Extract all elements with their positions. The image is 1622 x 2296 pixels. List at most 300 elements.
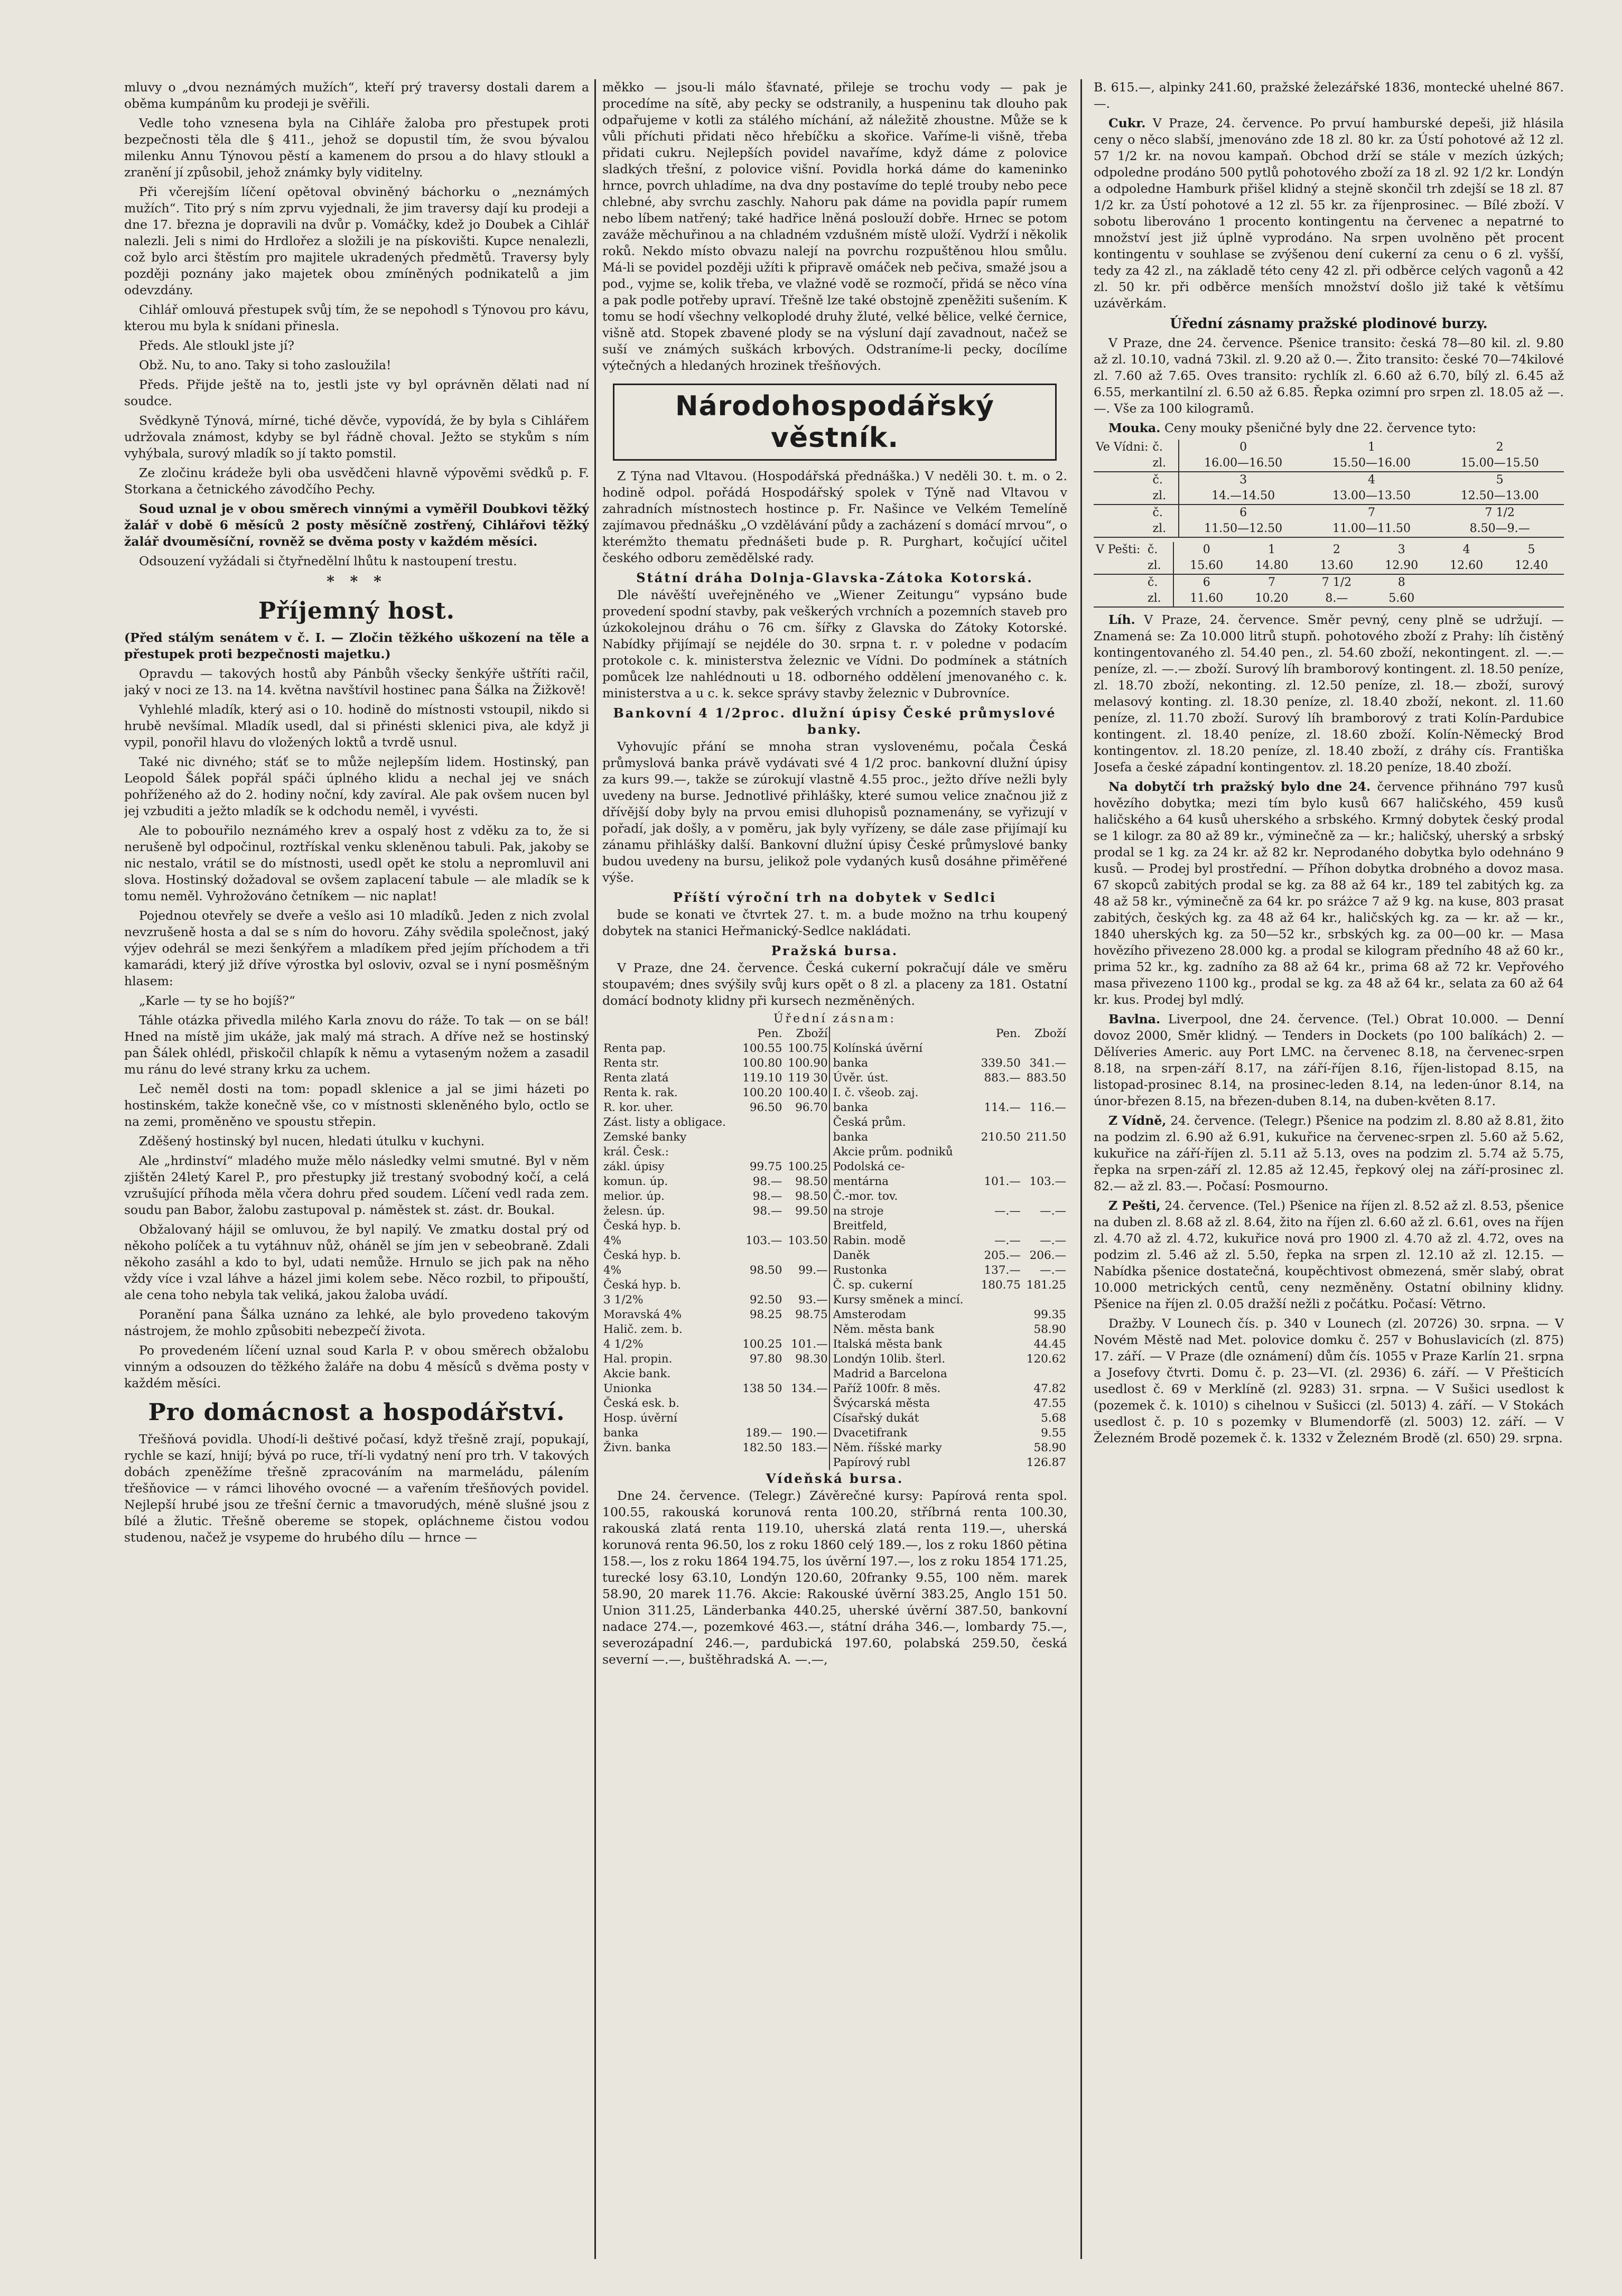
table-cell: zákl. úpisy [603,1160,665,1173]
paragraph: Ale to pobouřilo neznámého krev a ospalý host z vděku za to, že si nerušeně byl odpočinul, roztřískal venku skleněnou tabuli. Pak, jakoby se nic nestalo, vrátil se do místnosti, usedl opět ke stolu a nepromluvil ani slova. Hostinský dožadoval se ovšem zaplacení tabule — ale mladík se k tomu neměl. Vyhrožováno četníkem — nic naplat! [124,823,589,903]
table-cell: Č.-mor. tov. [829,1189,976,1204]
table-row [602,1160,1067,1174]
dialogue-line: Předs. Přijde ještě na to, jestli jste vy byl oprávněn dělati nad ní soudce. [124,377,589,408]
table-cell [976,1396,1022,1411]
grid-cell [1434,574,1499,591]
table-cell: 883.50 [1026,1071,1066,1085]
table-cell: král. Česk.: [603,1145,669,1159]
table-cell [783,1411,829,1426]
table-cell: na stroje [829,1204,976,1219]
table-cell: 3 1/2% [603,1293,644,1306]
flour-price-grid-pest [1094,542,1564,608]
table-cell: Kursy směnek a mincí. [829,1293,976,1308]
table-cell: Česká hyp. b. [603,1219,681,1233]
news-heading: Příští výroční trh na dobytek v Sedlci [673,890,997,905]
header-cell [602,1026,738,1041]
table-cell: Breitfeld, [829,1219,976,1234]
grid-city-label [1094,574,1145,591]
paragraph: V Praze, dne 24. července. Česká cukerní pokračují dále ve směru stoupavém; dnes svýšily svůj kurs opět o 8 zl. a placeny za 181. Ostatní domácí bodnoty klidny při kursech nezměněných. [602,960,1067,1008]
grid-cell: 15.00—15.50 [1435,455,1564,472]
news-heading: Pražská bursa. [771,943,899,958]
header-cell [829,1026,976,1041]
grid-cell: 12.50—13.00 [1435,488,1564,505]
news-heading: Líh. [1108,612,1135,627]
table-cell: banka [603,1426,639,1440]
table-cell: banka [829,1100,976,1115]
paragraph: Odsouzení vyžádali si čtyřnedělní lhůtu k nastoupení trestu. [139,554,517,568]
grid-city-label: V Pešti: [1096,543,1141,556]
table-row [602,1322,1067,1337]
table-row [602,1441,1067,1455]
table-cell [976,1308,1022,1322]
column-1 [124,79,589,2264]
grid-city-label [1094,558,1145,574]
grid-cell: 7 [1268,576,1276,589]
table-cell [976,1322,1022,1337]
table-cell: 190.— [791,1426,828,1440]
grid-cell [1499,574,1564,591]
table-cell [976,1160,1022,1174]
grid-cell: 14.80 [1239,558,1304,574]
table-cell [976,1441,1022,1455]
table-cell: 103.— [745,1234,782,1247]
table-cell: 98.75 [795,1308,828,1321]
news-heading: Cukr. [1108,116,1146,130]
table-cell [976,1455,1022,1470]
table-cell: Česká esk. b. [603,1397,679,1410]
table-cell: Papírový rubl [829,1455,976,1470]
paragraph: Svědkyně Týnová, mírné, tiché děvče, vypovídá, že by byla s Cihlářem udržovala známost, kdyby se byl řádně choval. Ježto se stykům s ním vyhýbala, surový mladík so jí takto pomstil. [124,413,589,461]
table-cell: 100.25 [742,1338,782,1351]
grid-row [1094,521,1564,537]
table-cell: 101.— [791,1338,828,1351]
table-cell: Italská města bank [829,1337,976,1352]
grid-row [1094,558,1564,574]
table-cell: 116.— [1029,1101,1066,1114]
table-cell: Daněk [829,1248,976,1263]
table-cell [738,1248,783,1263]
grid-city-label [1094,591,1145,607]
table-cell: 99.— [798,1264,828,1277]
paragraph [1094,1113,1564,1194]
table-cell: Rabin. modě [829,1234,976,1248]
table-cell: komun. úp. [603,1175,668,1188]
dialogue-line: Obž. Nu, to ano. Taky si toho zasloužila! [139,358,391,372]
grid-cell: č. [1151,472,1179,488]
table-cell: banka [829,1130,976,1145]
paragraph: Dražby. V Lounech čís. p. 340 v Lounech (zl. 20726) 30. srpna. — V Novém Městě nad Met. polovice domku č. 257 v Bohuslavicích (zl. 875) 17. září. — V Praze (dle oznámení) dům čís. 1055 v Praze Karlín 21. srpna a Josefovy čtvrti. Domu č. p. 23—VI. (zl. 2936) 6. září. — V Přešticích usedlost č. 69 v Merklíně (zl. 9283) 31. srpna. — V Sušici usedlost k (pozemek č. k. 1010) s cihelnou v Sušicci (zl. 5013) 4. září. — V Stokách usedlost č. p. 10 s pozemky v Blumendorfě (zl. 5003) 12. září. — V Železném Brodě pozemek č. k. 1332 v Železném Brodě (zl. 650) 29. srpna. [1094,1316,1564,1445]
table-cell [1022,1086,1067,1100]
grid-cell: 1 [1268,543,1276,556]
table-row [602,1337,1067,1352]
grid-city-label [1094,472,1151,488]
section-title: Úřední zásnamy pražské plodinové burzy. [1170,316,1488,332]
column-rule [1080,79,1082,2259]
grid-cell: 10.20 [1239,591,1304,607]
table-cell: 9.55 [1041,1426,1066,1440]
table-cell: 58.90 [1033,1323,1066,1336]
table-row [602,1041,1067,1056]
table-cell [738,1145,783,1160]
news-heading: Vídeňská bursa. [766,1471,904,1486]
grid-row [1094,542,1564,558]
header-cell: Zboží [796,1027,828,1040]
table-cell: 97.80 [749,1352,782,1366]
news-heading: Bavlna. [1108,1012,1161,1026]
table-cell: 126.87 [1026,1456,1066,1469]
table-cell: 120.62 [1026,1352,1066,1366]
news-heading: Na dobytčí trh pražský bylo dne 24. [1108,779,1371,794]
table-cell: R. kor. uher. [603,1101,674,1114]
table-cell [738,1130,783,1145]
table-cell: 181.25 [1026,1278,1066,1292]
grid-row [1094,591,1564,607]
table-cell [1022,1293,1067,1308]
table-cell: 883.— [984,1071,1021,1085]
table-cell: 180.75 [981,1278,1021,1292]
table-cell: Renta pap. [603,1042,666,1055]
grid-row [1094,505,1564,521]
table-cell: 206.— [1029,1249,1066,1262]
table-cell: Akcie prům. podniků [829,1145,976,1160]
table-cell [738,1322,783,1337]
table-cell: Hal. propin. [603,1352,673,1366]
table-cell [976,1367,1022,1382]
table-row [602,1367,1067,1382]
table-cell [602,1455,738,1470]
grid-row [1094,455,1564,472]
paragraph-body: Ceny mouky pšeničné byly dne 22. července tyto: [1164,421,1476,435]
grid-cell: č. [1145,542,1173,558]
grid-cell: 5 [1496,473,1504,487]
paragraph: Ale „hrdinství“ mladého muže mělo následky velmi smutné. Byl v něm zjištěn 24letý Karel P., pro přestupky již trestaný svobodný kočí, a celá vzrušující příhoda měla včera dohru před soudem. Líčení vedl rada zem. soudu pan Babor, žalobu zastupoval p. náměstek st. zást. dr. Boukal. [124,1153,589,1217]
table-cell: mentárna [829,1174,976,1189]
paragraph: B. 615.—, alpinky 241.60, pražské železářské 1836, montecké uhelné 867.—. [1094,80,1564,111]
table-cell: Něm. města bank [829,1322,976,1337]
table-cell: 98.— [752,1190,782,1203]
table-row [602,1308,1067,1322]
paragraph [1094,115,1564,312]
grid-cell: zl. [1151,521,1179,537]
table-row [602,1219,1067,1234]
paragraph-body: 24. července. (Telegr.) Pšenice na podzim zl. 8.80 až 8.81, žito na podzim zl. 6.90 až 6.91, kukuřice na červenec-srpen zl. 5.60 až 5.62, kukuřice na září-říjen zl. 5.11 až 5.13, oves na podzim zl. 5.74 až 5.75, řepka na srpen-září zl. 12.85 až 12.45, řepkový olej na září-prosinec zl. 82.— až zl. 83.—. Počasí: Posmourno. [1094,1113,1564,1193]
table-cell [738,1115,783,1130]
grid-cell: 1 [1368,441,1376,454]
table-cell: Č. sp. cukerní [829,1278,976,1293]
table-row [602,1455,1067,1470]
table-row [602,1145,1067,1160]
paragraph: bude se konati ve čtvrtek 27. t. m. a bude možno na trhu koupený dobytek na stanici Heřmanický-Sedlce nakládati. [602,907,1067,938]
table-cell: 211.50 [1026,1131,1066,1144]
paragraph: Pojednou otevřely se dveře a vešlo asi 10 mladíků. Jeden z nich zvolal nevzrušeně hosta a dal se s ním do hovoru. Záhy svědila společnost, jaký výjev odehrál se mezi šenkýřem a mladíkem před jejím příchodem a tři kamarádi, který již dříve výrostka byl osloviv, ozval se i nyní posměšným hlasem: [124,908,589,988]
table-cell: 98.— [752,1205,782,1218]
grid-cell: zl. [1151,488,1179,505]
table-cell: Podolská ce- [829,1160,976,1174]
table-row [602,1100,1067,1115]
column-3 [1094,79,1564,2264]
table-cell [1022,1115,1067,1130]
table-cell: 100.80 [742,1057,782,1070]
table-cell: Zemské banky [603,1131,687,1144]
table-cell [1022,1189,1067,1204]
table-cell: Renta zlatá [603,1071,669,1085]
grid-cell: 2 [1332,543,1340,556]
table-cell: 92.50 [749,1293,782,1306]
grid-cell: 13.00—13.50 [1308,488,1436,505]
paragraph: Ze zločinu krádeže byli oba usvědčeni hlavně výpověmi svědků p. F. Storkana a četnického závodčího Pechy. [124,465,589,497]
table-cell [976,1352,1022,1367]
table-caption: Úřední zásnam: [773,1012,896,1025]
table-cell: 44.45 [1033,1338,1066,1351]
table-cell: 100.40 [788,1086,828,1099]
paragraph: mluvy o „dvou neznámých mužích“, kteří prý traversy dostali darem a oběma kumpánům ku prodeji je svěřili. [124,80,589,111]
flour-price-grid-vienna [1094,440,1564,538]
table-row [602,1189,1067,1204]
table-cell: 99.35 [1033,1308,1066,1321]
table-cell [783,1278,829,1293]
table-cell [976,1293,1022,1308]
grid-city-label [1094,521,1151,537]
table-cell: 58.90 [1033,1441,1066,1454]
table-cell: 101.— [984,1175,1021,1188]
header-cell: Zboží [1034,1027,1066,1040]
table-cell: Dvacetifrank [829,1426,976,1441]
grid-cell: 5.60 [1369,591,1434,607]
paragraph-body: Liverpool, dne 24. července. (Tel.) Obrat 10.000. — Denní dovoz 2000, Směr klidný. — Tenders in Dockets (po 100 balíkách) 2. — Dělíveries Americ. auy Port LMC. na červenec 8.18, na červenec-srpen 8.18, na srpen-září 8.17, na září-říjen 8.16, říjen-listopad 8.15, na listopad-prosinec 8.14, na prosinec-leden 8.14, na leden-únor 8.14, na únor-březen 8.15, na březen-duben 8.14, na duben-květen 8.17. [1094,1012,1564,1108]
verdict-paragraph: Soud uznal je v obou směrech vinnými a vyměřil Doubkovi těžký žalář v době 6 měsíců 2 posty měsíčně zostřený, Cihlářovi těžký žalář dvouměsíční, rovněž se dvěma posty v každém měsíci. [124,501,589,549]
table-cell [1022,1145,1067,1160]
grid-row [1094,574,1564,591]
table-cell: 103.— [1029,1175,1066,1188]
table-cell: 98.— [752,1175,782,1188]
grid-cell: 0 [1202,543,1210,556]
table-cell [1022,1367,1067,1382]
table-cell: Akcie bank. [603,1367,671,1380]
table-cell: 98.25 [749,1308,782,1321]
table-cell: Česká hyp. b. [603,1278,681,1292]
table-body [602,1041,1067,1470]
grid-cell: zl. [1151,455,1179,472]
table-cell: 99.50 [795,1205,828,1218]
table-cell [738,1367,783,1382]
table-row [602,1071,1067,1086]
grid-cell: 6 [1239,506,1247,519]
table-cell: Švýcarská města [829,1396,976,1411]
grid-cell: 8.50—9.— [1435,521,1564,537]
grid-cell: 7 1/2 [1485,506,1515,519]
table-row [602,1293,1067,1308]
paragraph [1094,779,1564,1008]
table-cell: 183.— [791,1441,828,1454]
paragraph: Také nic divného; stáť se to může nejlepším lidem. Hostinský, pan Leopold Šálek popřál spáči úplného klidu a nechal jej ve snách pohříženého až do 2. hodiny noční, kdy zavíral. Ale pak ovšem nucen byl jej vzbuditi a ježto mladík se k odchodu neměl, i vyvésti. [124,754,589,818]
grid-cell: 15.60 [1173,558,1239,574]
table-row [602,1115,1067,1130]
news-heading: Bankovní 4 1/2proc. dlužní úpisy České průmyslové banky. [613,705,1057,737]
grid-row [1094,440,1564,455]
paragraph [1094,612,1564,776]
table-row [602,1411,1067,1426]
paragraph-body: V Praze, 24. července. Směr pevný, ceny plně se udržují. — Znamená se: Za 10.000 litrů stupň. pohotového zboží z Prahy: líh čistěný kontingentovaného zl. 54.40 pen., zl. 54.60 zboží, nekontingent. zl. —.— peníze, zl. —.— zboží. Surový líh bramborový kontingent. zl. 18.50 peníze, zl. 18.70 zboží, nekonting. zl. 12.50 peníze, zl. 18.— zboží, surový melasový konting. zl. 18.30 peníze, zl. 18.40 zboží, nekont. zl. 11.60 peníze, zl. 11.70 zboží. Surový líh bramborový z trati Kolín-Pardubice kontingent. zl. 18.40 peníze, zl. 18.60 zboží. Kolín-Německý Brod kontingentov. zl. 18.20 peníze, zl. 18.40 zboží, z dráhy cís. Františka Josefa a české západní kontingentov. zl. 18.20 peníze, 18.40 zboží. [1094,612,1564,774]
table-cell: 100.25 [788,1160,828,1173]
grid-cell: 5 [1527,543,1535,556]
grid-cell: 15.50—16.00 [1308,455,1436,472]
table-cell [783,1219,829,1234]
table-cell: —.— [994,1234,1021,1247]
table-cell: Halič. zem. b. [603,1323,683,1336]
paragraph: měkko — jsou-li málo šťavnaté, přileje se trochu vody — pak je procedíme na sítě, aby pecky se odstranily, a huspeninu tak dlouho pak odpařujeme v kotli za stálého míchání, až náležitě zhoustne. Může se k vůli příchuti přidati něco hřebíčku a skořice. Vaříme-li višně, třeba přidati cukru. Nejlepších povidel navaříme, když dáme z polovice sladkých třešní, z polovice višní. Povidla horká dáme do kameninko hrnce, povrch uhladíme, na dva dny postavíme do teplé trouby nebo pece chlebné, aby svrchu zaschly. Nahoru pak dáme na povidla papír rumem nebo líbem natřený; také hadřice lněná poslouží dobře. Hrnec se potom zaváže měchuřinou a na chladném vzdušném místě uloží. Vydrží i několik roků. Nekdo místo obvazu nalejí na povrchu rozpuštěnou hlou smůlu. Má-li se povidel později užíti k připravě omáček neb pečiva, smažé jsou a pod., vyjme se, kolik třeba, ve vlažné vodě se rozmočí, přidá se něco vína a pak podle potřeby upraví. Třešně lze také obstojně zpeněžiti sušením. K tomu se hodí všechny velkoplodé druhy žluté, velké bělice, velké černice, višně atd. Stopek zbavené plody se na výsluní dají zavadnout, načež se suší ve známých suškách krbových. Odstraníme-li pecky, docílíme výtečných a hledaných hrozinek třešňových. [602,80,1067,373]
table-cell: 98.30 [795,1352,828,1366]
table-cell [738,1278,783,1293]
table-cell: 114.— [984,1101,1021,1114]
table-cell: 47.55 [1033,1397,1066,1410]
news-heading: Mouka. [1108,421,1161,435]
grid-cell: č. [1151,440,1179,455]
table-row [602,1174,1067,1189]
paragraph [1094,1198,1564,1312]
table-row [602,1278,1067,1293]
table-cell: želesn. úp. [603,1205,665,1218]
table-cell [738,1219,783,1234]
table-cell: Česká prům. [829,1115,976,1130]
table-cell: 100.20 [742,1086,782,1099]
table-cell [976,1145,1022,1160]
grid-cell: 13.60 [1304,558,1369,574]
grid-cell: 3 [1397,543,1405,556]
table-cell: 137.— [984,1264,1021,1277]
grid-city-label [1094,488,1151,505]
grid-cell: 12.40 [1499,558,1564,574]
table-cell: Paříž 100fr. 8 měs. [829,1382,976,1396]
table-cell: 98.50 [749,1264,782,1277]
table-row [602,1426,1067,1441]
table-cell [976,1382,1022,1396]
paragraph: V Praze, dne 24. července. Pšenice transito: česká 78—80 kil. zl. 9.80 až zl. 10.10, vadná 73kil. zl. 9.20 až 0.—. Žito transito: české 70—74kilové zl. 7.60 až 7.65. Oves transito: rychlík zl. 6.60 až 6.70, bílý zl. 6.45 až 6.55, merkantilní zl. 6.50 až 6.85. Řepka ozimní pro srpen zl. 18.05 až —.—. Vše za 100 kilogramů. [1094,335,1564,416]
table-cell: 189.— [745,1426,782,1440]
paragraph [1094,1011,1564,1109]
table-row [602,1382,1067,1396]
table-cell [976,1411,1022,1426]
table-cell: 96.70 [795,1101,828,1114]
grid-cell: 4 [1462,543,1470,556]
table-cell: 205.— [984,1249,1021,1262]
table-cell: 98.50 [795,1190,828,1203]
table-cell: 96.50 [749,1101,782,1114]
paragraph: Obžalovaný hájil se omluvou, že byl napilý. Ve zmatku dostal prý od někoho políček a tu vytáhnuv nůž, oháněl se jím jen v sebeobraně. Zdali někoho zasáhl a kdo to byl, udati nemůže. Hrnulo se jich pak na něho vždy více i vzal láhve a házel jimi kolem sebe. Něco rozbil, to připouští, ale cena toho nebyla tak veliká, jakou žaloba uvádí. [124,1222,589,1302]
table-cell [1022,1041,1067,1056]
table-cell: 339.50 [981,1057,1021,1070]
section-divider: * * * [327,573,387,590]
paragraph-body: V Praze, 24. července. Po prvuí hamburské depeši, již hlásila ceny o něco slabší, jmenováno zde 18 zl. 80 kr. za Ústí pohotové až 12 zl. 57 1/2 kr. na novou kampaň. Obchod drží se stále v mezích úzkých; odpoledne prodáno 500 pytlů pohotového zboží za 18 zl. 92 1/2 kr. Londýn a odpoledne Hamburk přišel klidný a stejně skončil trh zdejší se 18 zl. 87 1/2 kr. za Ústí pohotové a 12 zl. 55 kr. za říjenprosinec. — Bílé zboží. V sobotu liberováno 1 procento kontingentu na červenec a nepatrné to množství jest již úplně vyprodáno. Na srpen uvolněno pět procent kontingentu v souhlase se zvýšenou dení cukerní za cenu o 6 zl. vyšší, tedy za 42 zl., na základě této ceny 42 zl. při odběrce celých vagonů a 42 zl. 50 kr. při odběrce menších množství došlo již také k většímu uzávěrkám. [1094,116,1564,311]
table-cell [976,1086,1022,1100]
grid-cell: 8.— [1304,591,1369,607]
paragraph: Při včerejším líčení opětoval obviněný báchorku o „neznámých mužích“. Tito prý s ním zprvu vyjednali, že jim traversy dají ku prodeji a dne 17. března je dopravili na dvůr p. Vomáčky, kdež jo Doubek a Cihlář nalezli. Jeli s nimi do Hrdlořez a složili je na pískovišti. Kupce nenalezli, což bylo arci štěstím pro majitele ukradených předmětů. Traversy byly později poznány jako majetek obou zmíněných podnikatelů a jim odevzdány. [124,184,589,297]
grid-cell: 7 [1368,506,1376,519]
table-cell [738,1455,783,1470]
table-cell [783,1115,829,1130]
table-cell [976,1041,1022,1056]
table-row [602,1130,1067,1145]
table-cell [783,1455,829,1470]
table-cell: —.— [994,1205,1021,1218]
table-cell: Unionka [603,1382,652,1395]
table-cell [783,1145,829,1160]
table-cell: —.— [1040,1234,1066,1247]
table-row [602,1086,1067,1100]
table-header-row [602,1026,1067,1041]
table-cell [1022,1160,1067,1174]
table-cell [976,1189,1022,1204]
table-cell [783,1396,829,1411]
table-cell: Amsterodam [829,1308,976,1322]
grid-cell: č. [1145,574,1173,591]
grid-cell: 14.—14.50 [1179,488,1308,505]
table-cell: Císařský dukát [829,1411,976,1426]
grid-city-label [1094,505,1151,521]
grid-cell: 3 [1239,473,1247,487]
table-cell: Kolínská úvěrní [829,1041,976,1056]
grid-cell: 6 [1202,576,1210,589]
grid-city-label: Ve Vídni: [1096,441,1149,454]
table-cell: Renta str. [603,1057,659,1070]
table-cell: 100.75 [788,1042,828,1055]
paragraph-body: července přihnáno 797 kusů hovězího dobytka; mezi tím bylo kusů 667 haličského, 459 kusů haličského a 64 kusů uherského a srbského. Krmný dobytek český prodal se 1 kilogr. za 80 až 89 kr., výminečně za — kr.; haličský, uherský a srbský prodal se 1 kg. za 24 kr. až 82 kr. Neprodaného dobytka bylo odehnáno 9 kusů. — Prodej byl prostřední. — Příhon dobytka drobného a dovoz masa. 67 skopců zabitých prodal se kg. za 88 až 64 kr., 189 tel zabitých kg. za 48 až 58 kr., výminečně za 64 kr. po sráżce 7 až 9 kg. na kuse, 803 prasat zabitých, českých kg. za 48 až 64 kr., haličských kg. za — kr. až — kr., 1840 uherských kg. za 50—52 kr., srbských kg. za 00—00 kr. — Masa hovězího přivezeno 28.000 kg. a prodal se kilogram předního 48 až 60 kr., prima 52 kr., kg. zadního za 88 až 64 kr., prima 68 až 72 kr. Vepřového masa přivezeno 1100 kg., prodal se kg. za 48 až 64 kr., selata za 60 až 64 kr. kus. Prodej byl mdlý. [1094,779,1564,1007]
grid-cell: 12.60 [1434,558,1499,574]
column-2 [602,79,1067,2264]
article-title: Příjemný host. [258,598,455,624]
table-cell: 5.68 [1041,1412,1066,1425]
table-cell: 4% [603,1264,622,1277]
grid-cell [1499,591,1564,607]
paragraph-body: 24. července. (Tel.) Pšenice na říjen zl. 8.52 až zl. 8.53, pšenice na duben zl. 8.68 až zl. 8.64, žito na říjen zl. 6.60 až zl. 6.61, oves na říjen zl. 4.70 až zl. 4.72, kukuřice nová pro 1900 zl. 4.70 až zl. 4.72, oves na podzim zl. 5.46 až zl. 5.50, řepka na srpen zl. 12.10 až zl. 12.15. — Nabídka pšenice dostatečná, koupěchtivost obmezená, směr slabý, obrat 10.000 metrických centů, ceny nezměněny. Ostatní obilniny klidny. Pšenice na říjen zl. 0.05 dražší nežli z počátku. Počasí: Větrno. [1094,1198,1564,1311]
grid-cell: 0 [1239,441,1247,454]
grid-cell: 7 1/2 [1321,576,1352,589]
paragraph: Dle návěští uveřejněného ve „Wiener Zeitungu“ vypsáno bude provedení spodní stavby, pak veškerých vrchních a pozemních staveb pro úzkokolejnou dráhu o 76 cm. šířky z Glavska do Zátoky Kotorské. Nabídky přijímají se nejdéle do 30. srpna t. r. v poledne v podacím protokole c. k. ministerstva železnic ve Vídni. Do podmínek a státních pomůcek lze nahlédnouti u 18. odborného oddělení jmenovaného c. k. ministerstva a u c. k. sekce správy stavby železnic v Dubrovníce. [602,587,1067,701]
table-cell: 119 30 [788,1071,828,1085]
paragraph: Cihlář omlouvá přestupek svůj tím, že se nepohodl s Týnovou pro kávu, kterou mu byla k snídani přinesla. [124,302,589,333]
section-banner: Národohospodářský věstník. [613,384,1057,461]
table-cell [738,1396,783,1411]
table-row [602,1396,1067,1411]
grid-city-label [1094,455,1151,472]
table-cell: 47.82 [1033,1382,1066,1395]
paragraph [1094,420,1564,436]
table-cell: 210.50 [981,1131,1021,1144]
section-title: Pro domácnost a hospodářství. [148,1399,565,1426]
grid-row [1094,472,1564,488]
table-cell [1022,1219,1067,1234]
table-cell: 100.90 [788,1057,828,1070]
table-row [602,1248,1067,1263]
paragraph: Opravdu — takových hostů aby Pánbůh všecky šenkýře uštříti račil, jaký v noci ze 13. na 14. května navštívil hostinec pana Šálka na Žižkově! [124,666,589,697]
grid-cell: zl. [1145,558,1173,574]
table-cell: Zást. listy a obligace. [603,1116,726,1129]
table-cell: 182.50 [742,1441,782,1454]
grid-cell: zl. [1145,591,1173,607]
grid-cell: 8 [1397,576,1405,589]
table-cell [976,1426,1022,1441]
grid-cell: 2 [1496,441,1504,454]
table-cell [783,1130,829,1145]
table-cell [976,1337,1022,1352]
table-cell: 103.50 [788,1234,828,1247]
table-cell [976,1219,1022,1234]
grid-row [1094,488,1564,505]
table-cell: —.— [1040,1205,1066,1218]
paragraph: Poranění pana Šálka uznáno za lehké, ale bylo provedeno takovým nástrojem, že mohlo způsobiti nebezpečí života. [124,1307,589,1338]
table-cell: Madrid a Barcelona [829,1367,976,1382]
table-cell: Česká hyp. b. [603,1249,681,1262]
table-cell: 134.— [791,1382,828,1395]
